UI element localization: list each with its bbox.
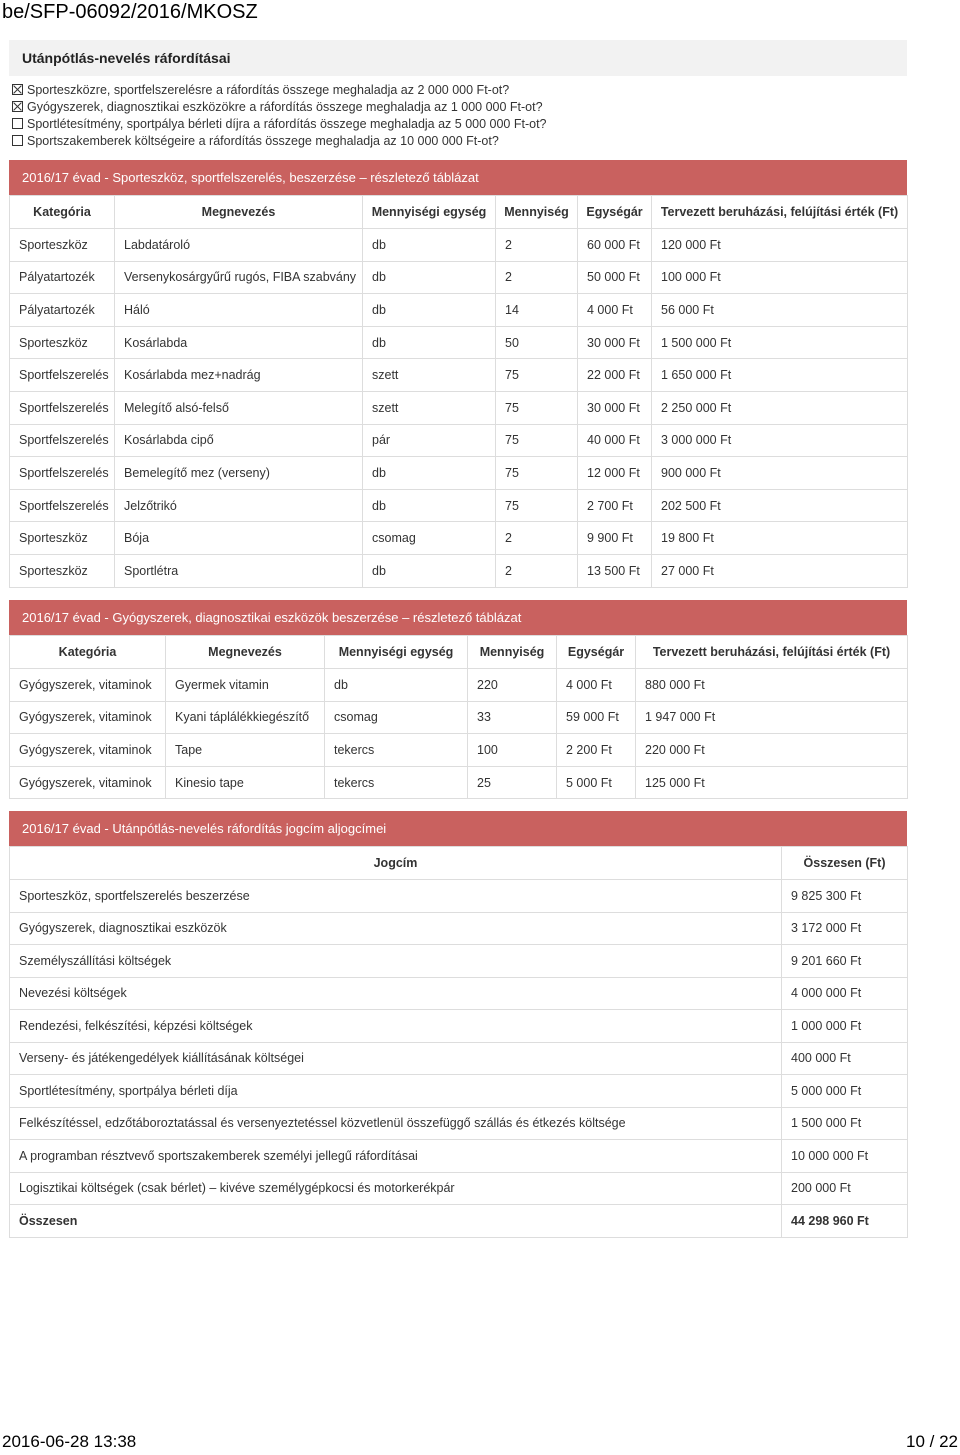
- table-cell: 125 000 Ft: [636, 766, 908, 799]
- total-row: [10, 1205, 908, 1238]
- table-cell: 19 800 Ft: [652, 522, 908, 555]
- unchecked-box-icon: [12, 118, 23, 129]
- table-cell: Sporteszköz: [10, 554, 115, 587]
- medicine-table-grid: [9, 635, 908, 799]
- column-header: Tervezett beruházási, felújítási érték (Ft): [636, 636, 908, 669]
- table-cell: Sporteszköz: [10, 326, 115, 359]
- table-cell: 30 000 Ft: [578, 391, 652, 424]
- table-cell: 4 000 Ft: [557, 669, 636, 702]
- table-cell: 3 172 000 Ft: [782, 912, 908, 945]
- table-cell: 75: [496, 489, 578, 522]
- table-cell: 56 000 Ft: [652, 294, 908, 327]
- table-cell: tekercs: [325, 766, 468, 799]
- table-cell: 75: [496, 457, 578, 490]
- table-row: [10, 489, 908, 522]
- checkbox-item: [12, 132, 547, 149]
- table-cell: db: [363, 294, 496, 327]
- table-cell: 25: [468, 766, 557, 799]
- table-cell: 59 000 Ft: [557, 701, 636, 734]
- checkbox-label: Sportlétesítmény, sportpálya bérleti díjra a ráfordítás összege meghaladja az 5 000 000 Ft-ot?: [27, 116, 547, 131]
- table-row: [10, 701, 908, 734]
- equipment-table: [9, 160, 907, 588]
- table-cell: tekercs: [325, 734, 468, 767]
- table-cell: Sportlétesítmény, sportpálya bérleti díja: [10, 1075, 782, 1108]
- table-cell: 1 500 000 Ft: [652, 326, 908, 359]
- checked-box-icon: [12, 101, 23, 112]
- table-cell: 33: [468, 701, 557, 734]
- table-row: [10, 294, 908, 327]
- table-cell: db: [363, 229, 496, 262]
- table-cell: Gyógyszerek, vitaminok: [10, 734, 166, 767]
- table-row: [10, 734, 908, 767]
- table-row: [10, 766, 908, 799]
- table-cell: 22 000 Ft: [578, 359, 652, 392]
- table-cell: 75: [496, 391, 578, 424]
- table-cell: Gyógyszerek, vitaminok: [10, 669, 166, 702]
- table-cell: Sporteszköz: [10, 522, 115, 555]
- table-cell: 3 000 000 Ft: [652, 424, 908, 457]
- table-cell: 2: [496, 522, 578, 555]
- table-cell: Jelzőtrikó: [115, 489, 363, 522]
- table-cell: 400 000 Ft: [782, 1042, 908, 1075]
- column-header: Mennyiségi egység: [363, 196, 496, 229]
- table-cell: csomag: [363, 522, 496, 555]
- table-cell: Sportfelszerelés: [10, 489, 115, 522]
- checked-box-icon: [12, 84, 23, 95]
- column-header: Tervezett beruházási, felújítási érték (Ft): [652, 196, 908, 229]
- table-cell: Tape: [166, 734, 325, 767]
- table-cell: csomag: [325, 701, 468, 734]
- table-cell: Gyógyszerek, diagnosztikai eszközök: [10, 912, 782, 945]
- table-cell: 10 000 000 Ft: [782, 1140, 908, 1173]
- table-cell: 100 000 Ft: [652, 261, 908, 294]
- medicine-table: [9, 600, 907, 799]
- table-cell: db: [363, 554, 496, 587]
- table-cell: 9 900 Ft: [578, 522, 652, 555]
- table-cell: szett: [363, 359, 496, 392]
- table-cell: db: [325, 669, 468, 702]
- table-title: 2016/17 évad - Gyógyszerek, diagnosztikai eszközök beszerzése – részletező táblázat: [9, 600, 907, 635]
- table-cell: db: [363, 261, 496, 294]
- table-cell: 2: [496, 554, 578, 587]
- table-title: 2016/17 évad - Utánpótlás-nevelés ráfordítás jogcím aljogcímei: [9, 811, 907, 846]
- table-row: [10, 359, 908, 392]
- table-cell: 40 000 Ft: [578, 424, 652, 457]
- table-cell: 1 500 000 Ft: [782, 1107, 908, 1140]
- table-row: [10, 912, 908, 945]
- table-cell: Nevezési költségek: [10, 977, 782, 1010]
- table-cell: Logisztikai költségek (csak bérlet) – kivéve személygépkocsi és motorkerékpár: [10, 1172, 782, 1205]
- table-cell: 1 000 000 Ft: [782, 1010, 908, 1043]
- table-cell: Kyani táplálékkiegészítő: [166, 701, 325, 734]
- column-header: Mennyiség: [496, 196, 578, 229]
- checkbox-item: [12, 98, 547, 115]
- table-cell: Kosárlabda: [115, 326, 363, 359]
- table-cell: 220 000 Ft: [636, 734, 908, 767]
- table-cell: Sporteszköz: [10, 229, 115, 262]
- equipment-table-grid: [9, 195, 908, 588]
- table-cell: Versenykosárgyűrű rugós, FIBA szabvány: [115, 261, 363, 294]
- table-cell: 50: [496, 326, 578, 359]
- table-cell: A programban résztvevő sportszakemberek személyi jellegű ráfordításai: [10, 1140, 782, 1173]
- table-row: [10, 391, 908, 424]
- table-cell: 13 500 Ft: [578, 554, 652, 587]
- page-number: 10 / 22: [906, 1432, 958, 1451]
- table-cell: 2 700 Ft: [578, 489, 652, 522]
- table-row: [10, 424, 908, 457]
- table-row: [10, 945, 908, 978]
- column-header: Egységár: [557, 636, 636, 669]
- table-cell: Kinesio tape: [166, 766, 325, 799]
- table-cell: Gyógyszerek, vitaminok: [10, 701, 166, 734]
- table-cell: Pályatartozék: [10, 261, 115, 294]
- table-cell: 120 000 Ft: [652, 229, 908, 262]
- table-cell: 2 250 000 Ft: [652, 391, 908, 424]
- column-header: Mennyiség: [468, 636, 557, 669]
- column-header: Összesen (Ft): [782, 847, 908, 880]
- table-row: [10, 554, 908, 587]
- table-row: [10, 1140, 908, 1173]
- table-cell: Kosárlabda mez+nadrág: [115, 359, 363, 392]
- table-row: [10, 880, 908, 913]
- table-row: [10, 669, 908, 702]
- checkbox-list: [12, 81, 547, 149]
- table-cell: 1 650 000 Ft: [652, 359, 908, 392]
- table-cell: Rendezési, felkészítési, képzési költségek: [10, 1010, 782, 1043]
- table-cell: Labdatároló: [115, 229, 363, 262]
- summary-table: [9, 811, 907, 1238]
- table-row: [10, 261, 908, 294]
- table-cell: pár: [363, 424, 496, 457]
- table-cell: Sportfelszerelés: [10, 457, 115, 490]
- table-cell: 200 000 Ft: [782, 1172, 908, 1205]
- table-row: [10, 522, 908, 555]
- table-cell: Személyszállítási költségek: [10, 945, 782, 978]
- table-cell: Felkészítéssel, edzőtáboroztatással és versenyeztetéssel közvetlenül összefüggő szállás és étkezés költsége: [10, 1107, 782, 1140]
- section-title: Utánpótlás-nevelés ráfordításai: [9, 40, 907, 76]
- table-cell: Melegítő alsó-felső: [115, 391, 363, 424]
- table-row: [10, 1172, 908, 1205]
- table-cell: Sportfelszerelés: [10, 424, 115, 457]
- table-row: [10, 457, 908, 490]
- table-cell: 14: [496, 294, 578, 327]
- table-cell: 4 000 000 Ft: [782, 977, 908, 1010]
- checkbox-label: Gyógyszerek, diagnosztikai eszközökre a ráfordítás összege meghaladja az 1 000 000 Ft-ot?: [27, 99, 543, 114]
- table-cell: Sportfelszerelés: [10, 359, 115, 392]
- table-cell: 75: [496, 424, 578, 457]
- total-label: Összesen: [10, 1205, 782, 1238]
- footer-timestamp: 2016-06-28 13:38: [2, 1432, 137, 1451]
- document-id: be/SFP-06092/2016/MKOSZ: [2, 1, 258, 23]
- table-cell: 9 825 300 Ft: [782, 880, 908, 913]
- table-cell: 1 947 000 Ft: [636, 701, 908, 734]
- table-cell: Bója: [115, 522, 363, 555]
- table-cell: 5 000 000 Ft: [782, 1075, 908, 1108]
- table-cell: 50 000 Ft: [578, 261, 652, 294]
- table-cell: Sportfelszerelés: [10, 391, 115, 424]
- table-cell: Kosárlabda cipő: [115, 424, 363, 457]
- table-cell: 900 000 Ft: [652, 457, 908, 490]
- table-cell: Verseny- és játékengedélyek kiállításának költségei: [10, 1042, 782, 1075]
- table-cell: 2: [496, 261, 578, 294]
- table-cell: 4 000 Ft: [578, 294, 652, 327]
- summary-table-grid: [9, 846, 908, 1238]
- table-row: [10, 229, 908, 262]
- table-cell: 100: [468, 734, 557, 767]
- table-cell: Gyermek vitamin: [166, 669, 325, 702]
- table-cell: 880 000 Ft: [636, 669, 908, 702]
- table-cell: 12 000 Ft: [578, 457, 652, 490]
- table-cell: 75: [496, 359, 578, 392]
- table-title: 2016/17 évad - Sporteszköz, sportfelszerelés, beszerzése – részletező táblázat: [9, 160, 907, 195]
- table-cell: 27 000 Ft: [652, 554, 908, 587]
- table-cell: 202 500 Ft: [652, 489, 908, 522]
- table-row: [10, 1075, 908, 1108]
- table-cell: db: [363, 326, 496, 359]
- unchecked-box-icon: [12, 135, 23, 146]
- table-cell: 2 200 Ft: [557, 734, 636, 767]
- column-header: Kategória: [10, 636, 166, 669]
- table-cell: Sporteszköz, sportfelszerelés beszerzése: [10, 880, 782, 913]
- table-row: [10, 326, 908, 359]
- table-cell: Gyógyszerek, vitaminok: [10, 766, 166, 799]
- table-cell: db: [363, 489, 496, 522]
- table-cell: 30 000 Ft: [578, 326, 652, 359]
- table-cell: 220: [468, 669, 557, 702]
- table-row: [10, 977, 908, 1010]
- table-cell: Háló: [115, 294, 363, 327]
- table-cell: 60 000 Ft: [578, 229, 652, 262]
- column-header: Jogcím: [10, 847, 782, 880]
- column-header: Kategória: [10, 196, 115, 229]
- column-header: Mennyiségi egység: [325, 636, 468, 669]
- table-cell: Bemelegítő mez (verseny): [115, 457, 363, 490]
- column-header: Megnevezés: [166, 636, 325, 669]
- table-cell: Pályatartozék: [10, 294, 115, 327]
- table-cell: Sportlétra: [115, 554, 363, 587]
- total-value: 44 298 960 Ft: [782, 1205, 908, 1238]
- checkbox-item: [12, 81, 547, 98]
- table-cell: szett: [363, 391, 496, 424]
- table-row: [10, 1042, 908, 1075]
- table-cell: 9 201 660 Ft: [782, 945, 908, 978]
- table-cell: db: [363, 457, 496, 490]
- table-cell: 2: [496, 229, 578, 262]
- column-header: Egységár: [578, 196, 652, 229]
- table-cell: 5 000 Ft: [557, 766, 636, 799]
- table-row: [10, 1010, 908, 1043]
- column-header: Megnevezés: [115, 196, 363, 229]
- checkbox-item: [12, 115, 547, 132]
- checkbox-label: Sporteszközre, sportfelszerelésre a ráfordítás összege meghaladja az 2 000 000 Ft-ot?: [27, 82, 510, 97]
- checkbox-label: Sportszakemberek költségeire a ráfordítás összege meghaladja az 10 000 000 Ft-ot?: [27, 133, 499, 148]
- table-row: [10, 1107, 908, 1140]
